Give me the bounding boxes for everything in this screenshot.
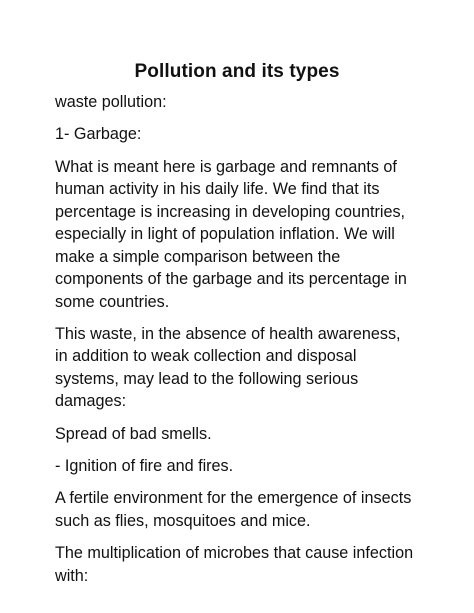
paragraph-microbes: The multiplication of microbes that cause infection with: [55,544,414,585]
page-title: Pollution and its types [134,61,340,82]
paragraph-fires: - Ignition of fire and fires. [55,456,234,475]
document-body [55,91,415,597]
paragraph-insects: A fertile environment for the emergence of insects such as flies, mosquitoes and mice. [55,489,412,530]
paragraph-damages-intro: This waste, in the absence of health awareness, in addition to weak collection and disposal systems, may lead to the following serious damages: [55,324,401,411]
paragraph-garbage-description: What is meant here is garbage and remnants of human activity in his daily life. We find that its percentage is increasing in developing countries, especially in light of population inflation. We will make a simple comparison between the components of the garbage and its percentage in some countries. [55,157,407,311]
paragraph-section-heading: waste pollution: [55,93,167,111]
paragraph-subheading-garbage: 1- Garbage: [55,125,142,144]
paragraph-bad-smells: Spread of bad smells. [55,424,212,443]
